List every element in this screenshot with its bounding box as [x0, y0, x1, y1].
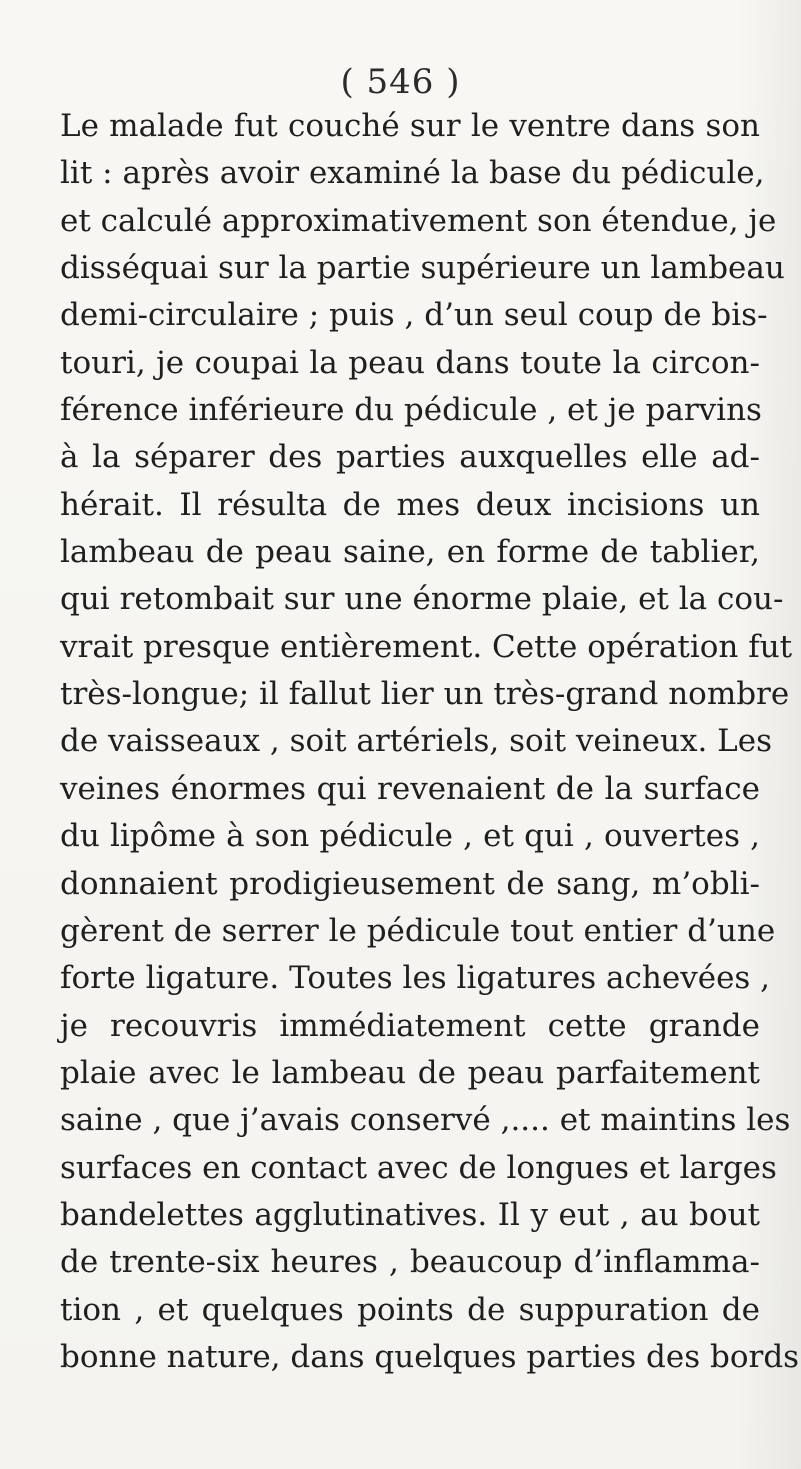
text-line: donnaient prodigieusement de sang, m’obli- — [60, 865, 760, 902]
text-line: très-longue; il fallut lier un très-grand nombre — [60, 676, 790, 713]
text-line: hérait. Il résulta de mes deux incisions un — [60, 486, 760, 523]
text-line: du lipôme à son pédicule , et qui , ouvertes , — [60, 818, 760, 855]
text-line: de trente-six heures , beaucoup d’inflamma- — [60, 1244, 760, 1281]
text-line: gèrent de serrer le pédicule tout entier d’une — [60, 912, 776, 949]
text-line: je recouvris immédiatement cette grande — [60, 1007, 760, 1044]
text-line: à la séparer des parties auxquelles elle ad- — [60, 439, 760, 476]
text-line: lit : après avoir examiné la base du pédicule, — [60, 155, 765, 192]
text-line: férence inférieure du pédicule , et je parvins — [60, 392, 762, 429]
text-line: tion , et quelques points de suppuration de — [60, 1291, 760, 1328]
page-number: ( 546 ) — [340, 62, 461, 102]
text-line: Le malade fut couché sur le ventre dans son — [60, 108, 760, 144]
text-line: et calculé approximativement son étendue, je — [60, 202, 777, 239]
text-line: plaie avec le lambeau de peau parfaitement — [60, 1054, 760, 1091]
text-line: bonne nature, dans quelques parties des bords — [60, 1338, 800, 1375]
text-line: vrait presque entièrement. Cette opération fut — [60, 628, 793, 665]
text-line: lambeau de peau saine, en forme de tablier, — [60, 534, 760, 571]
text-line: demi-circulaire ; puis , d’un seul coup de bis- — [60, 297, 768, 334]
text-line: disséquai sur la partie supérieure un lambeau — [60, 250, 785, 287]
text-line: surfaces en contact avec de longues et larges — [60, 1149, 777, 1186]
body-text — [60, 103, 800, 1381]
text-line: qui retombait sur une énorme plaie, et la cou- — [60, 581, 784, 618]
text-line: saine , que j’avais conservé ,.... et maintins les — [60, 1102, 791, 1139]
text-line: forte ligature. Toutes les ligatures achevées , — [60, 960, 771, 997]
text-line: touri, je coupai la peau dans toute la circon- — [60, 344, 760, 381]
text-line: veines énormes qui revenaient de la surface — [60, 770, 760, 807]
text-line: de vaisseaux , soit artériels, soit veineux. Les — [60, 723, 773, 760]
text-line: bandelettes agglutinatives. Il y eut , au bout — [60, 1196, 760, 1233]
